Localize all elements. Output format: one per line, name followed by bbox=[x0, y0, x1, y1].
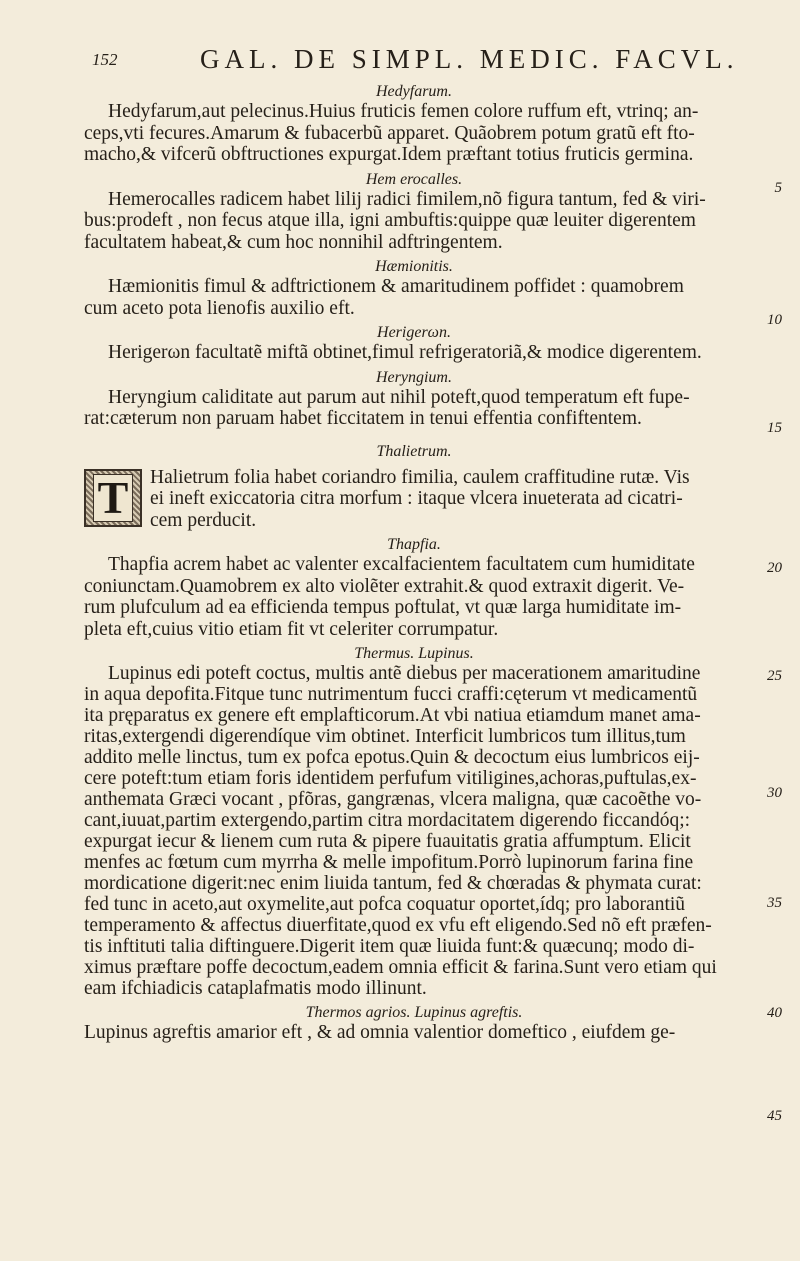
text-line: facultatem habeat,& cum hoc nonnihil adftringentem. bbox=[84, 231, 503, 253]
entry-text bbox=[84, 101, 744, 166]
text-line: bus:prodeft , non fecus atque illa, igni ambuftis:quippe quæ leuiter digerentem bbox=[84, 210, 696, 231]
text-line: Lupinus edi poteft coctus, multis antẽ diebus per macerationem amaritudine bbox=[108, 663, 701, 684]
entry-heading: Heryngium. bbox=[376, 368, 452, 386]
text-line: expurgat iecur & lienem cum ruta & pipere fuauitatis gratia affumptum. Elicit bbox=[84, 831, 691, 852]
margin-line-number: 45 bbox=[767, 1108, 782, 1124]
running-head: GAL. DE SIMPL. MEDIC. FACVL. bbox=[200, 44, 739, 74]
text-line: eam ifchiadicis cataplafmatis modo illinunt. bbox=[84, 978, 427, 999]
margin-line-number: 30 bbox=[767, 785, 782, 801]
margin-line-number: 40 bbox=[767, 1005, 782, 1021]
entry-text bbox=[84, 387, 744, 430]
text-line: Thapfia acrem habet ac valenter excalfacientem facultatem cum humiditate bbox=[108, 554, 695, 575]
margin-line-number: 5 bbox=[774, 180, 782, 196]
entry-heading: Hedyfarum. bbox=[376, 83, 452, 100]
margin-line-number: 15 bbox=[767, 420, 782, 436]
text-line: menfes ac fœtum cum myrrha & melle impofitum.Porrò lupinorum farina fine bbox=[84, 852, 694, 873]
entry-hemerocalles bbox=[84, 170, 744, 254]
margin-line-number: 10 bbox=[767, 312, 782, 328]
text-line: rat:cæterum non paruam habet ficcitatem in tenui effentia confiftentem. bbox=[84, 408, 642, 429]
text-line: temperamento & affectus diuerfitate,quod ex vfu eft eligendo.Sed nõ eft præfen- bbox=[84, 915, 712, 936]
entry-thapsia bbox=[84, 535, 744, 640]
entry-text bbox=[84, 1022, 744, 1044]
text-line: addito melle linctus, tum ex pofca epotus.Quin & decoctum eius lumbricos eij- bbox=[84, 747, 700, 768]
text-line: Hæmionitis fimul & adftrictionem & amaritudinem poffidet : quamobrem bbox=[108, 276, 684, 297]
text-line: Herigerωn facultatẽ miftã obtinet,fimul refrigeratoriã,& modice digerentem. bbox=[108, 342, 702, 363]
text-line: anthemata Græci vocant , pfõras, gangrænas, vlcera maligna, quæ cacoẽthe vo- bbox=[84, 789, 702, 810]
entry-heading: Thalietrum. bbox=[376, 442, 452, 460]
entry-herigeron bbox=[84, 323, 744, 364]
entry-heading: Thermus. Lupinus. bbox=[354, 645, 474, 662]
text-line: Halietrum folia habet coriandro fimilia, caulem craffitudine rutæ. Vis bbox=[150, 466, 690, 488]
entry-thermus bbox=[84, 644, 744, 999]
text-line: pleta eft,cuius vitio etiam fit vt celeriter corrumpatur. bbox=[84, 618, 499, 640]
entry-thermos-agrios bbox=[84, 1003, 744, 1044]
entry-text bbox=[84, 342, 744, 364]
entry-heading: Herigerωn. bbox=[377, 324, 451, 341]
text-line: cum aceto pota lienofis auxilio eft. bbox=[84, 297, 355, 319]
entry-heryngium bbox=[84, 368, 744, 430]
entry-text bbox=[84, 467, 744, 536]
text-line: fed tunc in aceto,aut oxymelite,aut pofca coquatur oportet,ídq; pro laborantiũ bbox=[84, 894, 686, 915]
entry-hedysarum bbox=[84, 82, 744, 166]
text-line: mordicatione digerit:nec enim liuida tantum, fed & chœradas & phymata curat: bbox=[84, 873, 702, 894]
text-line: tis inftituti talia diftinguere.Digerit item quæ liuida funt:& quæcunq; modo di- bbox=[84, 936, 695, 957]
entry-heading: Thermos agrios. Lupinus agreftis. bbox=[305, 1004, 523, 1021]
text-line: ita pręparatus ex genere eft emplafticorum.At vbi natiua etiamdum manet ama- bbox=[84, 705, 701, 726]
entry-thalietrum bbox=[84, 442, 744, 536]
text-line: Hedyfarum,aut pelecinus.Huius fruticis femen colore ruffum eft, vtrinq; an- bbox=[108, 101, 699, 122]
text-line: Hemerocalles radicem habet lilij radici fimilem,nõ figura tantum, fed & viri- bbox=[108, 188, 706, 210]
decorated-initial bbox=[84, 469, 142, 527]
entry-heading: Thapfia. bbox=[387, 536, 441, 553]
text-line: cant,iuuat,partim extergendo,partim citra mordacitatem digerendo ficcandóq;: bbox=[84, 810, 691, 831]
text-line: ei ineft exiccatoria citra morfum : itaque vlcera inueterata ad cicatri- bbox=[150, 488, 683, 509]
text-line: coniunctam.Quamobrem ex alto violẽter extrahit.& quod extraxit digerit. Ve- bbox=[84, 575, 685, 597]
main-text bbox=[84, 82, 744, 1048]
text-line: ceps,vti fecures.Amarum & fubacerbũ apparet. Quãobrem potum gratũ eft fto- bbox=[84, 122, 695, 144]
entry-text bbox=[84, 663, 744, 999]
margin-line-number: 20 bbox=[767, 560, 782, 576]
text-line: macho,& vifcerũ obftructiones expurgat.Idem præftant totius fruticis germina. bbox=[84, 144, 694, 165]
text-line: Lupinus agreftis amarior eft , & ad omnia valentior domeftico , eiufdem ge- bbox=[84, 1022, 676, 1043]
margin-line-number: 35 bbox=[767, 895, 782, 911]
entry-haemionitis bbox=[84, 257, 744, 319]
entry-heading: Hem erocalles. bbox=[365, 170, 463, 188]
text-line: ximus præftare poffe decoctum,eadem omnia efficit & farina.Sunt vero etiam qui bbox=[84, 957, 717, 978]
text-line: ritas,extergendi digerendíque vim obtinet. Interficit lumbricos tum illitus,tum bbox=[84, 726, 686, 747]
entry-text bbox=[84, 554, 744, 640]
initial-letter: T bbox=[93, 474, 134, 522]
entry-paragraph bbox=[84, 467, 744, 532]
text-line: in aqua depofita.Fitque tunc nutrimentum fucci craffi:cęterum vt medicamentũ bbox=[84, 684, 698, 705]
margin-line-number: 25 bbox=[767, 668, 782, 684]
text-line: rum plufculum ad ea efficienda tempus poftulat, vt quæ larga humiditate im- bbox=[84, 597, 682, 618]
entry-heading: Hæmionitis. bbox=[375, 258, 453, 275]
entry-text bbox=[84, 189, 744, 254]
text-line: Heryngium caliditate aut parum aut nihil poteft,quod temperatum eft fupe- bbox=[108, 386, 690, 408]
text-line: cem perducit. bbox=[150, 509, 257, 531]
text-line: cere poteft:tum etiam foris identidem perfufum vitiligines,achoras,puftulas,ex- bbox=[84, 768, 697, 789]
entry-text bbox=[84, 276, 744, 319]
folio-number: 152 bbox=[92, 50, 118, 69]
